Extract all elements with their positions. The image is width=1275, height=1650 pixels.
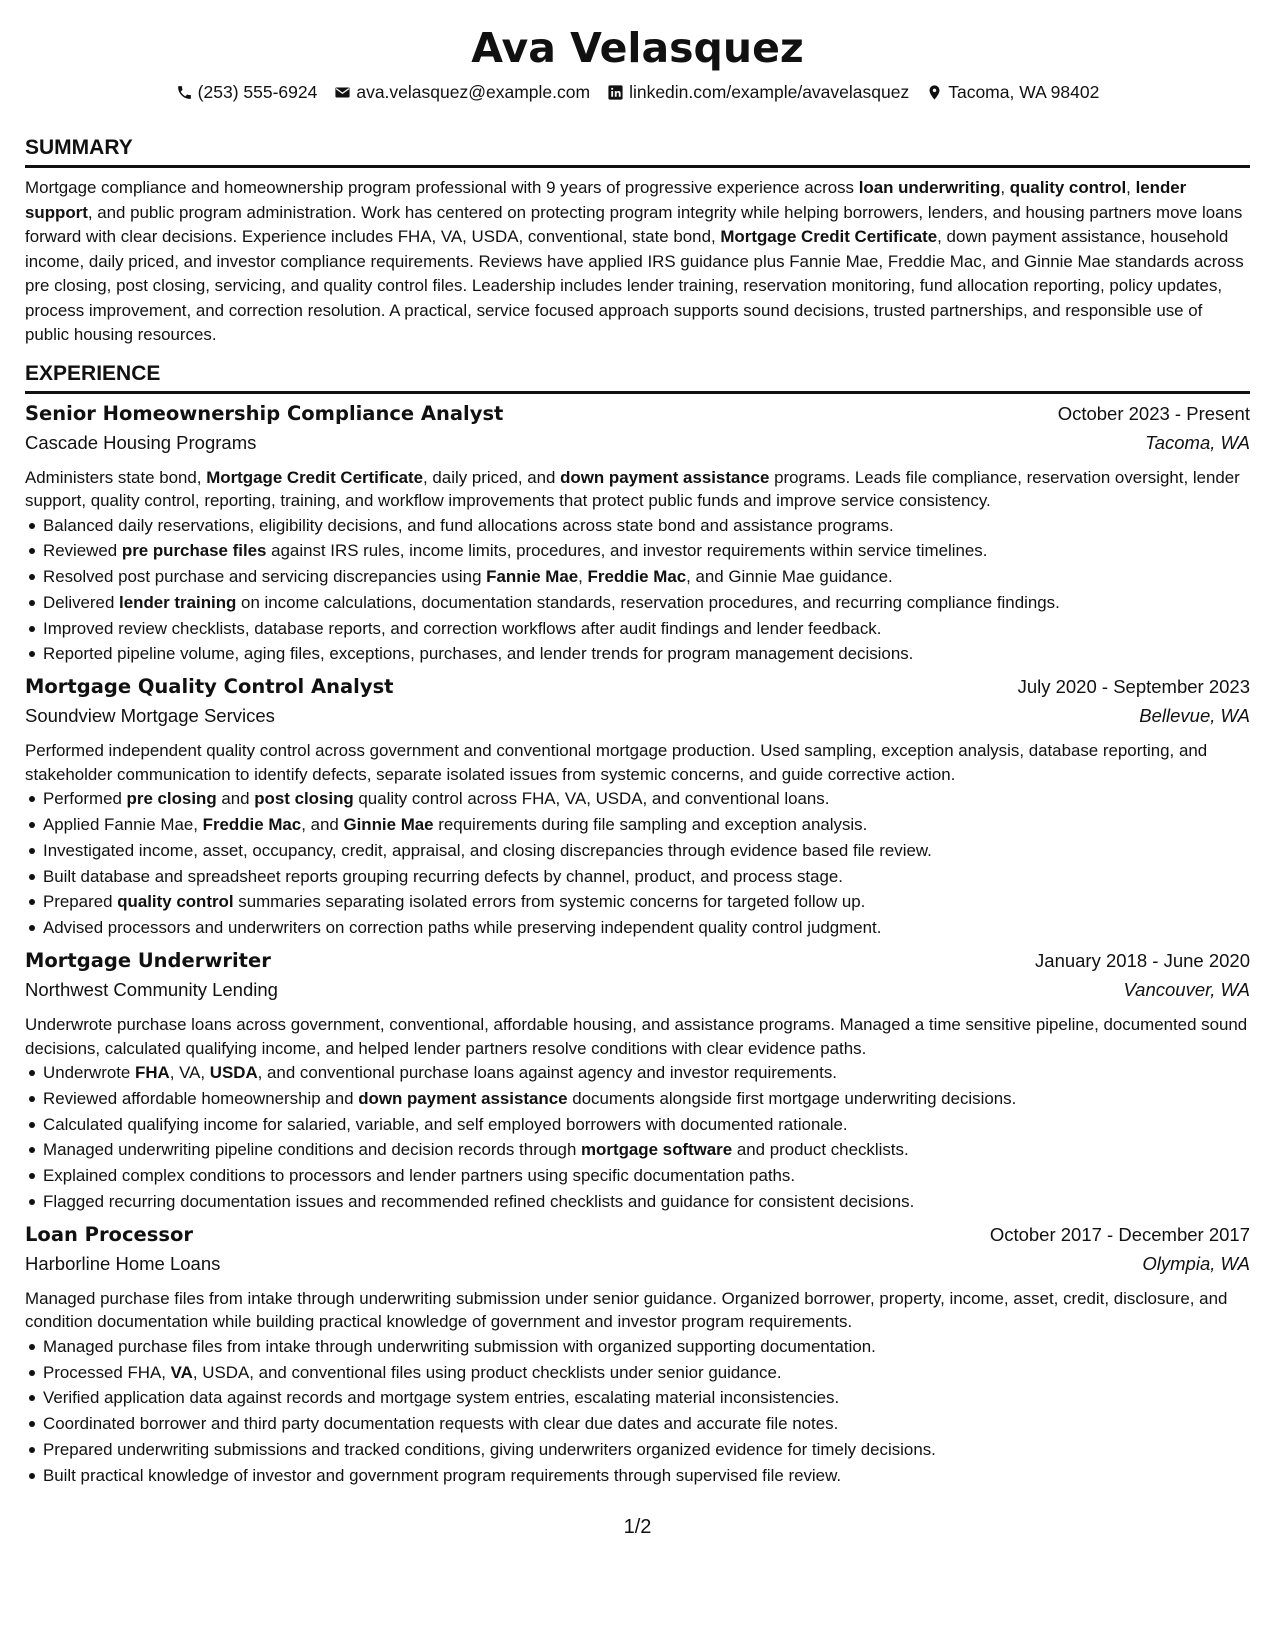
job-title: Mortgage Underwriter xyxy=(25,949,271,973)
job-dates: October 2017 - December 2017 xyxy=(989,1223,1250,1245)
job-bullets xyxy=(25,1060,1250,1215)
job-title: Mortgage Quality Control Analyst xyxy=(25,675,394,699)
emphasis-text: Freddie Mac xyxy=(587,567,687,587)
job-header xyxy=(25,402,1250,430)
emphasis-text: Ginnie Mae xyxy=(343,815,434,835)
bullet-item: Coordinated borrower and third party documentation requests with clear due dates and accurate file notes. xyxy=(25,1411,1250,1437)
bullet-item: Verified application data against records and mortgage system entries, escalating material inconsistencies. xyxy=(25,1385,1250,1411)
job-dates: July 2020 - September 2023 xyxy=(1017,676,1250,698)
bullet-item: Advised processors and underwriters on correction paths while preserving independent quality control judgment. xyxy=(25,915,1250,941)
job-bullets xyxy=(25,1334,1250,1489)
bullet-item: Balanced daily reservations, eligibility decisions, and fund allocations across state bond and assistance programs. xyxy=(25,513,1250,539)
bullet-item: Reviewed affordable homeownership and down payment assistance documents alongside first mortgage underwriting decisions. xyxy=(25,1086,1250,1112)
job-bullets xyxy=(25,786,1250,941)
emphasis-text: mortgage software xyxy=(581,1140,733,1160)
phone-text: (253) 555-6924 xyxy=(197,81,318,102)
job-header xyxy=(25,949,1250,977)
bullet-item: Underwrote FHA, VA, USDA, and conventional purchase loans against agency and investor requirements. xyxy=(25,1060,1250,1086)
emphasis-text: post closing xyxy=(254,789,354,809)
summary-text: Mortgage compliance and homeownership program professional with 9 years of progressive experience across loan underwriting, quality control, lender support, and public program administration. Work has centered on protecting program integrity while helping borrowers, lenders, and housing partners move loans forward with clear decisions. Experience includes FHA, VA, USDA, conventional, state bond, Mortgage Credit Certificate, down payment assistance, household income, daily priced, and investor compliance requirements. Reviews have applied IRS guidance plus Fannie Mae, Freddie Mac, and Ginnie Mae standards across pre closing, post closing, servicing, and quality control files. Leadership includes lender training, reservation monitoring, fund allocation reporting, policy updates, process improvement, and correction resolution. A practical, service focused approach supports sound decisions, trusted partnerships, and responsible use of public housing resources. xyxy=(25,178,1244,344)
bullet-item: Delivered lender training on income calculations, documentation standards, reservation procedures, and recurring compliance findings. xyxy=(25,590,1250,616)
emphasis-text: loan underwriting xyxy=(858,178,1001,197)
emphasis-text: quality control xyxy=(1009,178,1127,197)
bullet-item: Improved review checklists, database reports, and correction workflows after audit findings and lender feedback. xyxy=(25,616,1250,642)
job-location: Tacoma, WA xyxy=(1145,431,1250,453)
bullet-item: Managed underwriting pipeline conditions and decision records through mortgage software and product checklists. xyxy=(25,1137,1250,1163)
bullet-item: Calculated qualifying income for salaried, variable, and self employed borrowers with documented rationale. xyxy=(25,1112,1250,1138)
location-text: Tacoma, WA 98402 xyxy=(948,81,1100,102)
job-subheader xyxy=(25,1253,1250,1283)
emphasis-text: Fannie Mae xyxy=(486,567,579,587)
candidate-name: Ava Velasquez xyxy=(471,24,804,72)
bullet-item: Performed pre closing and post closing quality control across FHA, VA, USDA, and conventional loans. xyxy=(25,786,1250,812)
emphasis-text: lender support xyxy=(25,178,1187,222)
emphasis-text: Mortgage Credit Certificate xyxy=(720,227,938,246)
job-entry xyxy=(25,1223,1250,1489)
bullet-item: Built practical knowledge of investor and government program requirements through supervised file review. xyxy=(25,1463,1250,1489)
job-title: Loan Processor xyxy=(25,1222,193,1246)
page-number: 1/2 xyxy=(623,1516,652,1538)
job-entry xyxy=(25,675,1250,941)
job-description: Underwrote purchase loans across government, conventional, affordable housing, and assistance programs. Managed a time sensitive pipeline, documented sound decisions, calculated qualifying income, and helped lender partners resolve conditions with clear evidence paths. xyxy=(25,1015,1248,1058)
bullet-item: Applied Fannie Mae, Freddie Mac, and Ginnie Mae requirements during file sampling and exception analysis. xyxy=(25,812,1250,838)
contact-location xyxy=(926,82,1099,103)
bullet-item: Prepared underwriting submissions and tracked conditions, giving underwriters organized evidence for timely decisions. xyxy=(25,1437,1250,1463)
job-header xyxy=(25,675,1250,703)
bullet-item: Resolved post purchase and servicing discrepancies using Fannie Mae, Freddie Mac, and Ginnie Mae guidance. xyxy=(25,564,1250,590)
job-subheader xyxy=(25,705,1250,735)
emphasis-text: FHA xyxy=(135,1063,170,1083)
map-pin-icon xyxy=(926,84,943,101)
experience-heading: EXPERIENCE xyxy=(25,361,161,385)
job-title: Senior Homeownership Compliance Analyst xyxy=(25,401,504,425)
bullet-item: Reported pipeline volume, aging files, exceptions, purchases, and lender trends for program management decisions. xyxy=(25,641,1250,667)
emphasis-text: pre purchase files xyxy=(121,541,267,561)
contact-email[interactable] xyxy=(334,82,590,103)
job-entry xyxy=(25,949,1250,1215)
job-subheader xyxy=(25,979,1250,1009)
phone-icon xyxy=(176,84,193,101)
linkedin-text: linkedin.com/example/avavelasquez xyxy=(629,81,910,102)
job-description: Performed independent quality control across government and conventional mortgage production. Used sampling, exception analysis, database reporting, and stakeholder communication to identify defects, separate isolated issues from systemic concerns, and guide corrective action. xyxy=(25,741,1208,784)
contact-linkedin[interactable] xyxy=(607,82,909,103)
job-location: Vancouver, WA xyxy=(1123,979,1250,1001)
emphasis-text: Mortgage Credit Certificate xyxy=(206,467,424,487)
job-company: Soundview Mortgage Services xyxy=(25,705,275,727)
job-dates: October 2023 - Present xyxy=(1057,402,1250,424)
email-text: ava.velasquez@example.com xyxy=(356,81,591,102)
job-header xyxy=(25,1223,1250,1251)
job-description: Managed purchase files from intake through underwriting submission under senior guidance. Organized borrower, property, income, asset, credit, disclosure, and condition documentation while building practical knowledge of government and investor program requirements. xyxy=(25,1288,1228,1332)
resume-page xyxy=(25,0,1250,1489)
contact-bar xyxy=(25,80,1250,104)
emphasis-text: down payment assistance xyxy=(560,467,770,487)
bullet-item: Investigated income, asset, occupancy, credit, appraisal, and closing discrepancies through evidence based file review. xyxy=(25,838,1250,864)
linkedin-icon xyxy=(607,84,624,101)
contact-phone[interactable] xyxy=(176,82,318,103)
job-company: Harborline Home Loans xyxy=(25,1252,221,1274)
emphasis-text: pre closing xyxy=(126,789,217,809)
bullet-item: Managed purchase files from intake through underwriting submission with organized supporting documentation. xyxy=(25,1334,1250,1360)
bullet-item: Reviewed pre purchase files against IRS rules, income limits, procedures, and investor requirements within service timelines. xyxy=(25,538,1250,564)
job-company: Northwest Community Lending xyxy=(25,979,278,1001)
experience-list xyxy=(25,402,1250,1489)
job-dates: January 2018 - June 2020 xyxy=(1035,950,1250,972)
bullet-item: Prepared quality control summaries separating isolated errors from systemic concerns for targeted follow up. xyxy=(25,889,1250,915)
job-bullets xyxy=(25,513,1250,668)
job-company: Cascade Housing Programs xyxy=(25,431,257,453)
emphasis-text: down payment assistance xyxy=(358,1088,568,1108)
job-entry xyxy=(25,402,1250,668)
emphasis-text: Freddie Mac xyxy=(202,815,302,835)
job-location: Olympia, WA xyxy=(1142,1252,1250,1274)
section-divider xyxy=(25,165,1250,168)
emphasis-text: USDA xyxy=(209,1063,258,1083)
mail-icon xyxy=(334,84,351,101)
summary-heading: SUMMARY xyxy=(25,136,133,159)
bullet-item: Explained complex conditions to processors and lender partners using specific documentation paths. xyxy=(25,1163,1250,1189)
job-subheader xyxy=(25,432,1250,462)
emphasis-text: quality control xyxy=(117,892,234,912)
section-divider xyxy=(25,391,1250,394)
emphasis-text: lender training xyxy=(119,592,237,612)
job-description: Administers state bond, Mortgage Credit Certificate, daily priced, and down payment assistance programs. Leads file compliance, reservation oversight, lender support, quality control, reporting, training, and workflow improvements that protect public funds and improve service consistency. xyxy=(25,467,1240,510)
bullet-item: Built database and spreadsheet reports grouping recurring defects by channel, product, and process stage. xyxy=(25,864,1250,890)
emphasis-text: VA xyxy=(170,1362,193,1382)
bullet-item: Processed FHA, VA, USDA, and conventional files using product checklists under senior guidance. xyxy=(25,1360,1250,1386)
bullet-item: Flagged recurring documentation issues and recommended refined checklists and guidance for consistent decisions. xyxy=(25,1189,1250,1215)
job-location: Bellevue, WA xyxy=(1139,705,1250,727)
